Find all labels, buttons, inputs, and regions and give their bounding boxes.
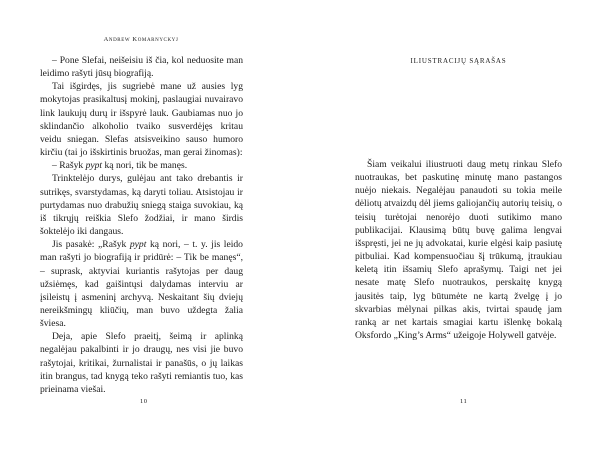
jis-part2: ką nori, – t. y. jis leido man rašyti jo biografiją ir pridūrė: – Tik be manęs“, – suprask, aktyviai kuriantis rašytojas per daug užsiėmęs, kad gaišintųsi dalydamas interviu ar įsileistų į asmeninį archyvą. Neskaitant šių dviejų nereikšmingų kliūčių, man buvo uždegta žalia šviesa. <box>40 239 243 330</box>
right-page-body <box>355 158 562 342</box>
quote-italic: pypt <box>85 160 103 172</box>
paragraph-jis <box>40 238 243 330</box>
quote-line <box>40 159 243 172</box>
running-head: Andrew Komarnyckyj <box>103 36 179 43</box>
jis-italic: pypt <box>129 239 147 251</box>
quote-prefix: – Rašyk <box>52 160 86 172</box>
quote-suffix: ką nori, tik be manęs. <box>102 160 188 172</box>
paragraph: Trinktelėjo durys, gulėjau ant tako drebantis ir sutrikęs, svarstydamas, ką daryti toliau. Atsistojau ir purtydamas nuo drabužių sniegą staiga suvokiau, ką iš tikrųjų reiškia Slefo žodžiai, ir mano širdis šoktelėjo iki dangaus. <box>40 173 243 238</box>
page-number: 11 <box>460 398 468 405</box>
left-page-body <box>40 54 243 396</box>
paragraph: Tai išgirdęs, jis sugriebė mane už ausies lyg mokytojas prasikaltusį mokinį, paslaugiai nuvairavo link laukujų durų ir išspyrė lauk. Gaubiamas nuo jo sklindančio alkoholio tvaiko susverdėjęs kritau veidu sniegan. Slefas atsisveikino sauso humoro kirčiu (tai jo išskirtinis bruožas, man gerai žinomas): <box>40 81 243 159</box>
paragraph: – Pone Slefai, neišeisiu iš čia, kol neduosite man leidimo rašyti jūsų biografiją. <box>40 55 243 80</box>
jis-part1: Jis pasakė: „Rašyk <box>52 239 130 251</box>
chapter-title: ILIUSTRACIJŲ SĄRAŠAS <box>410 57 507 65</box>
paragraph: Šiam veikalui iliustruoti daug metų rinkau Slefo nuotraukas, bet paskutinę minutę mano pastangos nuėjo niekais. Negalėjau panaudoti su tokia meile dėliotų atvaizdų dėl jiems galiojančių autorių teisių, o teisių turėtojai nenorėjo duoti sutikimo mano publikacijai. Klausimą būtų buvę galima lengvai išspręsti, jei ne jų advokatai, kurie elgėsi kaip pasiutę pitbuliai. Kad kompensuočiau šį trūkumą, įtraukiau keletą itin išsamių Slefo aprašymų. Taigi net jei nesate matę Slefo nuotraukos, perskaitę knygą jausitės taip, lyg būtumėte ne kartą žvelgę į jo skvarbias mėlynai pilkas akis, tvirtai spaudę jam ranką ar net kartais smagiai kartu išlenkę bokalą Oksfordo „King’s Arms“ užeigoje Holywell gatvėje. <box>355 159 562 342</box>
right-page <box>300 0 600 457</box>
paragraph: Deja, apie Slefo praeitį, šeimą ir aplinką negalėjau pakalbinti ir jo draugų, nes visi jie buvo rašytojai, kritikai, žurnalistai ir panašūs, o jų laikas itin brangus, tad knygą teko rašyti remiantis tuo, kas prieinama viešai. <box>40 331 243 395</box>
page-number: 10 <box>140 398 148 405</box>
